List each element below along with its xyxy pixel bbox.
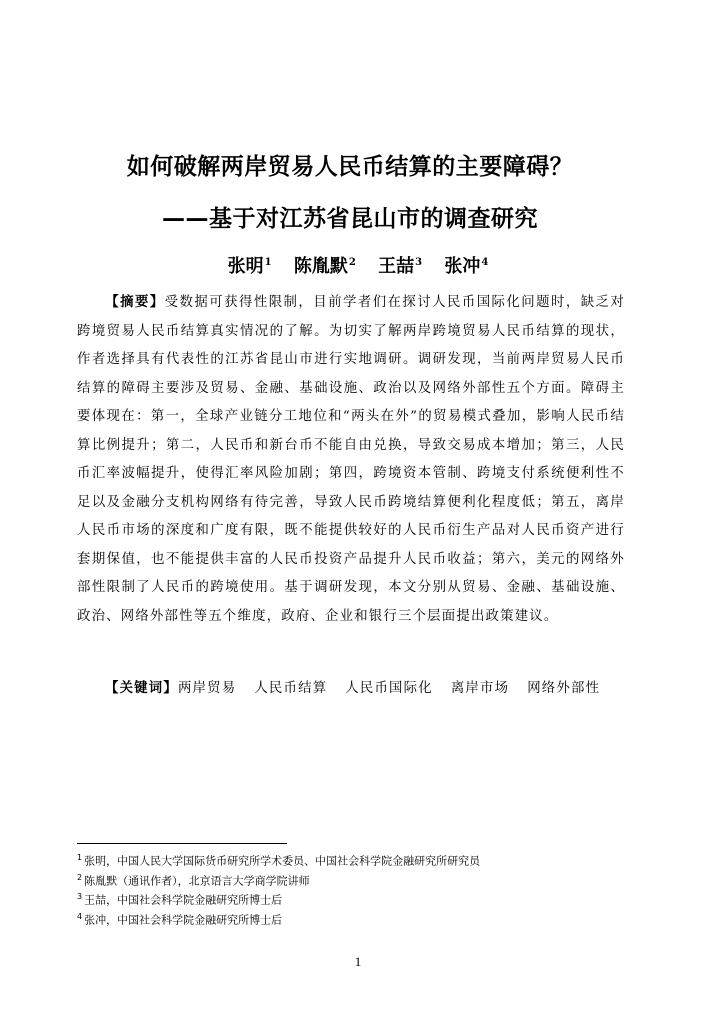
author-name: 王喆 (378, 256, 415, 277)
author-1 (228, 256, 272, 277)
paper-title: 如何破解两岸贸易人民币结算的主要障碍？ (126, 154, 574, 180)
footnote-mark: 3 (77, 892, 83, 902)
author-3 (378, 256, 422, 277)
abstract (77, 289, 625, 631)
abstract-text: 受数据可获得性限制，目前学者们在探讨人民币国际化问题时，缺乏对跨境贸易人民币结算真实情况的了解。为切实了解两岸跨境贸易人民币结算的现状，作者选择具有代表性的江苏省昆山市进行实地调研。调研发现，当前两岸贸易人民币结算的障碍主要涉及贸易、金融、基础设施、政治以及网络外部性五个方面。障碍主要体现在：第一，全球产业链分工地位和“两头在外”的贸易模式叠加，影响人民币结算比例提升；第二，人民币和新台币不能自由兑换，导致交易成本增加；第三，人民币汇率波幅提升，使得汇率风险加剧；第四，跨境资本管制、跨境支付系统便利性不足以及金融分支机构网络有待完善，导致人民币跨境结算便利化程度低；第五，离岸人民币市场的深度和广度有限，既不能提供较好的人民币衍生产品对人民币资产进行套期保值，也不能提供丰富的人民币投资产品提升人民币收益；第六，美元的网络外部性限制了人民币的跨境使用。基于调研发现，本文分别从贸易、金融、基础设施、政治、网络外部性等五个维度，政府、企业和银行三个层面提出政策建议。 (77, 295, 625, 624)
footnote-text: 张冲，中国社会科学院金融研究所博士后 (84, 913, 283, 927)
footnote-text: 张明，中国人民大学国际货币研究所学术委员、中国社会科学院金融研究所研究员 (84, 854, 481, 868)
keywords (77, 675, 625, 704)
footnote-2 (77, 870, 637, 890)
footnote-1 (77, 850, 637, 870)
footnote-divider (77, 843, 287, 844)
keyword: 网络外部性 (527, 681, 601, 696)
author-mark: 2 (348, 257, 356, 268)
page-number: 1 (354, 954, 362, 969)
keyword: 两岸贸易 (177, 681, 237, 696)
keyword: 离岸市场 (450, 681, 510, 696)
author-name: 陈胤默 (293, 256, 348, 277)
footnote-text: 陈胤默（通讯作者），北京语言大学商学院讲师 (84, 874, 310, 888)
footnote-mark: 4 (77, 911, 83, 921)
abstract-label: 【摘要】 (105, 295, 165, 310)
author-name: 张冲 (444, 256, 481, 277)
author-mark: 1 (264, 257, 272, 268)
author-mark: 3 (415, 257, 423, 268)
author-2 (294, 256, 356, 277)
footnote-mark: 1 (77, 853, 83, 862)
footnote-text: 王喆，中国社会科学院金融研究所博士后 (84, 893, 283, 907)
keywords-label: 【关键词】 (105, 681, 178, 696)
keyword: 人民币国际化 (345, 681, 433, 696)
author-name: 张明 (227, 256, 264, 277)
paper-subtitle: ——基于对江苏省昆山市的调查研究 (162, 206, 538, 232)
footnote-mark: 2 (77, 872, 83, 882)
author-4 (444, 256, 488, 277)
footnotes (77, 850, 637, 929)
footnote-3 (77, 889, 637, 909)
author-list (0, 252, 716, 278)
keyword: 人民币结算 (254, 681, 328, 696)
footnote-4 (77, 909, 637, 929)
author-mark: 4 (481, 257, 489, 268)
